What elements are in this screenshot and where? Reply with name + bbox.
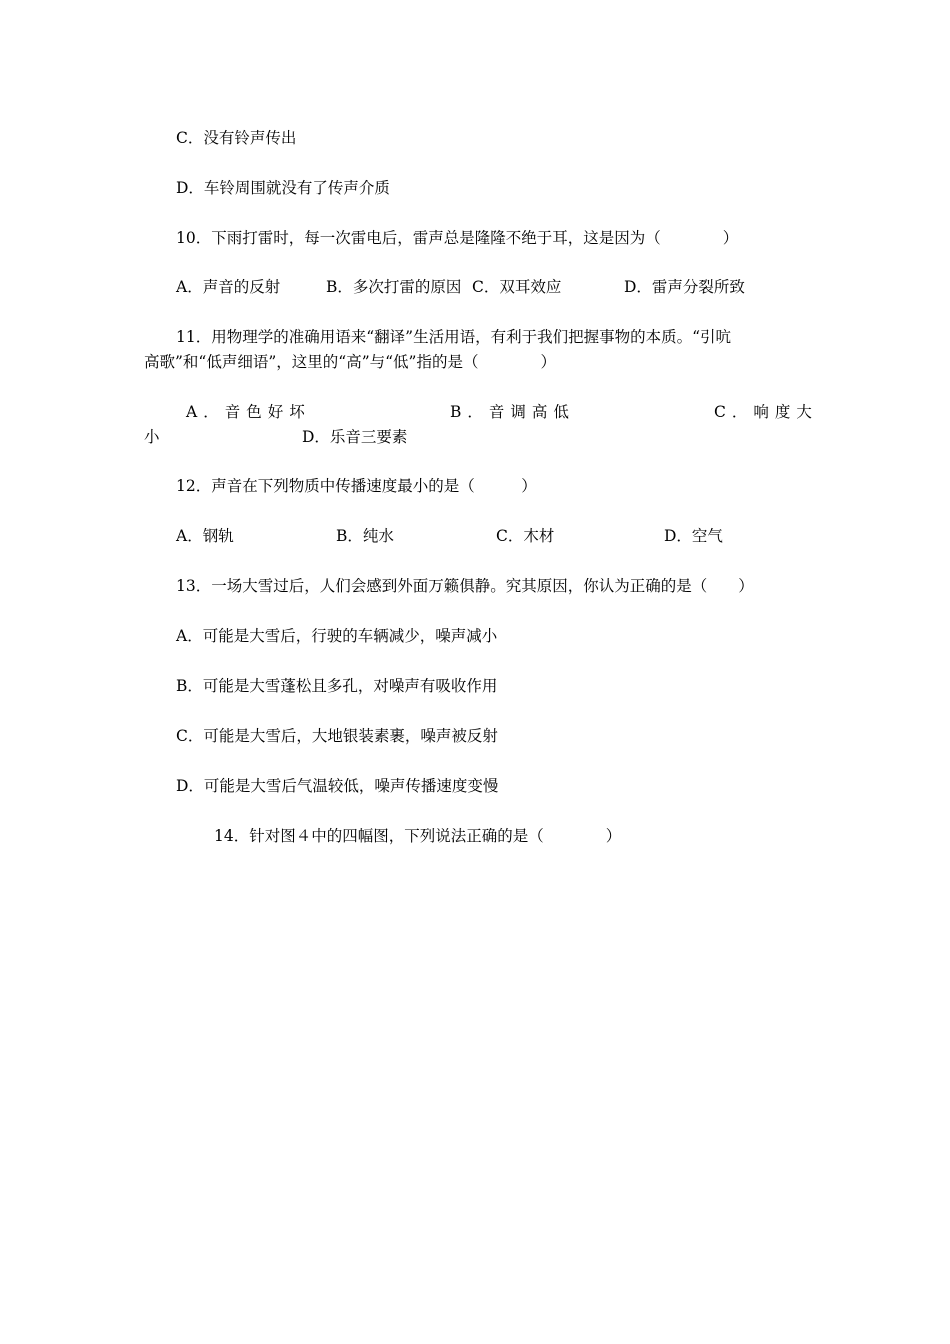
q12-option-a: A．钢轨 bbox=[176, 527, 234, 545]
q13-stem: 13．一场大雪过后，人们会感到外面万籁俱静。究其原因，你认为正确的是（ ） bbox=[176, 577, 754, 595]
q12-option-b: B．纯水 bbox=[336, 527, 394, 545]
q10-option-b: B．多次打雷的原因 bbox=[326, 278, 462, 296]
q13-option-d: D．可能是大雪后气温较低，噪声传播速度变慢 bbox=[176, 777, 499, 795]
q12-option-c: C．木材 bbox=[496, 527, 555, 545]
q10-option-c: C．双耳效应 bbox=[472, 278, 562, 296]
q12-stem: 12．声音在下列物质中传播速度最小的是（ ） bbox=[176, 477, 537, 495]
q9-option-d: D．车铃周围就没有了传声介质 bbox=[176, 179, 390, 197]
q9-option-c: C．没有铃声传出 bbox=[176, 129, 297, 147]
q11-option-b: B．音调高低 bbox=[450, 403, 575, 421]
q14-stem: 14．针对图４中的四幅图，下列说法正确的是（ ） bbox=[214, 827, 622, 845]
q11-option-a: A．音色好坏 bbox=[186, 403, 311, 421]
q10-stem: 10．下雨打雷时，每一次雷电后，雷声总是隆隆不绝于耳，这是因为（ ） bbox=[176, 229, 739, 247]
q13-option-a: A．可能是大雪后，行驶的车辆减少，噪声减小 bbox=[176, 627, 498, 645]
q11-stem-line1: 11．用物理学的准确用语来“翻译”生活用语，有利于我们把握事物的本质。“引吭 bbox=[176, 328, 731, 346]
q11-stem-line2: 高歌”和“低声细语”，这里的“高”与“低”指的是（ ） bbox=[144, 353, 556, 371]
q10-option-a: A．声音的反射 bbox=[176, 278, 281, 296]
q12-option-d: D．空气 bbox=[664, 527, 723, 545]
q13-option-c: C．可能是大雪后，大地银装素裹，噪声被反射 bbox=[176, 727, 498, 745]
q11-option-d: D．乐音三要素 bbox=[302, 428, 408, 446]
q10-option-d: D．雷声分裂所致 bbox=[624, 278, 745, 296]
q13-option-b: B．可能是大雪蓬松且多孔，对噪声有吸收作用 bbox=[176, 677, 498, 695]
q11-option-c: C．响度大 bbox=[714, 403, 818, 421]
q11-option-c-continued: 小 bbox=[144, 428, 160, 446]
